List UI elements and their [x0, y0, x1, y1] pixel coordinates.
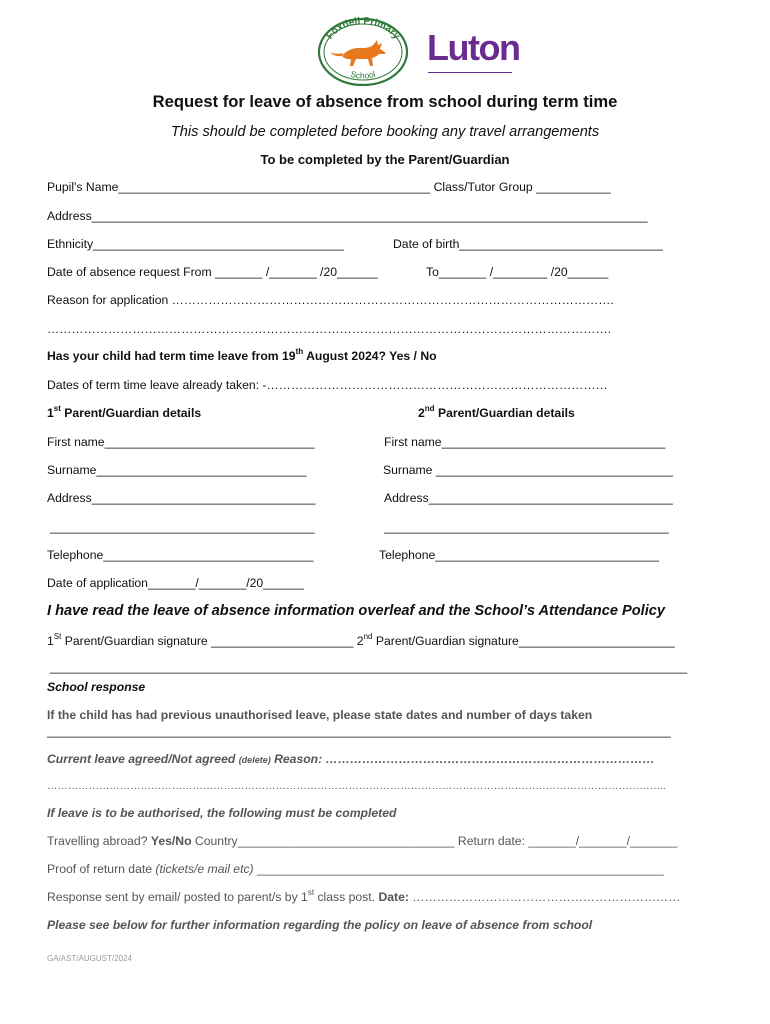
parent1-first-name[interactable]: First name_______________________________	[47, 435, 315, 449]
parent2-address[interactable]: Address____________________________________	[384, 491, 673, 505]
footer-reference: GA/AST/AUGUST/2024	[47, 954, 132, 963]
term-leave-question	[47, 346, 437, 363]
absence-from-line[interactable]: Date of absence request From _______ /_______ /20______	[47, 265, 378, 279]
parent1-surname[interactable]: Surname_______________________________	[47, 463, 307, 477]
council-logo-text: Luton	[427, 27, 520, 68]
form-subtitle: This should be completed before booking any travel arrangements	[170, 124, 600, 140]
signature-line[interactable]: 1St Parent/Guardian signature _____________________ 2nd Parent/Guardian signature_______________________	[47, 631, 675, 648]
response-sent-line[interactable]: Response sent by email/ posted to parent/s by 1st class post. Date: …………………………………………………………	[47, 887, 681, 904]
form-title: Request for leave of absence from school during term time	[152, 92, 618, 111]
parent2-heading: 2nd Parent/Guardian details	[418, 403, 575, 420]
parent1-telephone[interactable]: Telephone_______________________________	[47, 548, 314, 562]
dates-taken-line[interactable]: Dates of term time leave already taken: -…………………………………………………………………………	[47, 378, 608, 392]
pupil-name-line[interactable]: Pupil's Name______________________________________________ Class/Tutor Group ___________	[47, 180, 611, 194]
school-logo	[316, 16, 410, 86]
date-of-application[interactable]: Date of application_______/_______/20______	[47, 576, 304, 590]
term-leave-pre: Has your child had term time leave from 19	[47, 349, 296, 363]
school-response-heading: School response	[47, 680, 146, 694]
school-logo-bottom-text: School	[349, 68, 377, 81]
reason-dots-line[interactable]: ……………………………………………………………………………………………………………………………………………………………..	[47, 781, 666, 792]
reason-line-2[interactable]: ………………………………………………………………………………………………………………………….	[47, 322, 612, 336]
term-leave-post: August 2024? Yes / No	[303, 349, 437, 363]
ethnicity-line[interactable]: Ethnicity_____________________________________	[47, 237, 344, 251]
parent2-telephone[interactable]: Telephone_________________________________	[379, 548, 659, 562]
previous-leave-line[interactable]: ____________________________________________________________________________________________	[47, 724, 671, 738]
parent1-address-2[interactable]: _______________________________________	[50, 520, 315, 534]
see-below-note: Please see below for further information regarding the policy on leave of absence from school	[47, 918, 593, 932]
authorised-heading: If leave is to be authorised, the following must be completed	[47, 806, 397, 820]
address-line[interactable]: Address__________________________________________________________________________________	[47, 209, 648, 223]
travelling-abroad-line[interactable]: Travelling abroad? Yes/No Country________________________________ Return date: _______/_______/_______	[47, 834, 678, 848]
parent-heading: To be completed by the Parent/Guardian	[260, 152, 510, 167]
declaration: I have read the leave of absence information overleaf and the School’s Attendance Policy	[47, 603, 665, 619]
leave-agreed-line[interactable]: Current leave agreed/Not agreed (delete) Reason: ………………………………………………………………………	[47, 752, 655, 766]
svg-text:School	[350, 69, 377, 81]
parent2-address-2[interactable]: __________________________________________	[384, 520, 669, 534]
previous-leave-prompt: If the child has had previous unauthorised leave, please state dates and number of days taken	[47, 708, 593, 722]
dob-line[interactable]: Date of birth______________________________	[393, 237, 663, 251]
parent2-first-name[interactable]: First name_________________________________	[384, 435, 666, 449]
section-divider: ______________________________________________________________________________________________	[50, 660, 688, 674]
parent1-address[interactable]: Address_________________________________	[47, 491, 316, 505]
council-logo-underline	[428, 72, 512, 73]
school-logo-top-text: Foxdell Primary	[324, 16, 402, 42]
reason-line-1[interactable]: Reason for application ……………………………………………………………………………………………….	[47, 293, 614, 307]
proof-of-return-line[interactable]: Proof of return date (tickets/e mail etc) ____________________________________________________________	[47, 862, 664, 876]
term-leave-sup: th	[295, 346, 304, 356]
parent1-heading: 1st Parent/Guardian details	[47, 403, 202, 420]
parent2-surname[interactable]: Surname ___________________________________	[383, 463, 674, 477]
absence-to-line[interactable]: To_______ /________ /20______	[426, 265, 609, 279]
